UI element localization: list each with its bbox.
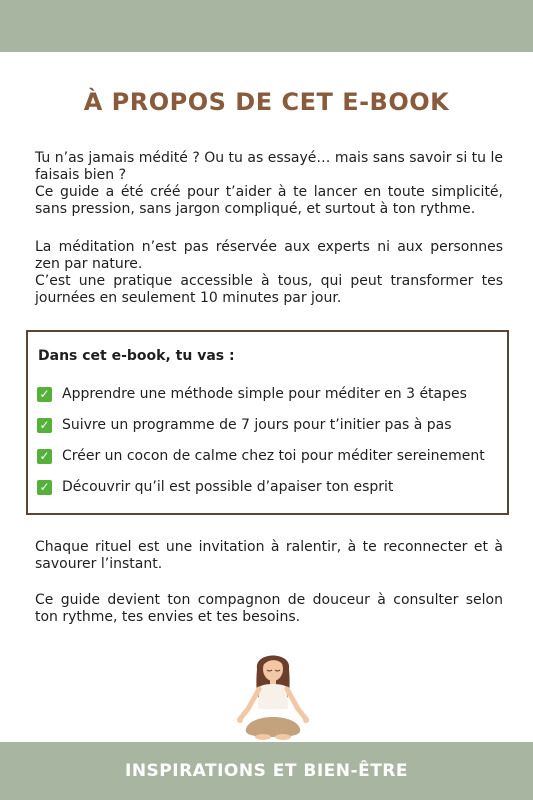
list-item [37, 386, 467, 402]
footer-text: INSPIRATIONS ET BIEN-ÊTRE [125, 761, 408, 781]
legs-shape [246, 717, 301, 737]
list-item-text: Découvrir qu’il est possible d’apaiser ton esprit [62, 479, 394, 495]
bottom-band [0, 742, 533, 800]
top-shape [258, 684, 288, 709]
intro-paragraph-3: La méditation n’est pas réservée aux experts ni aux personnes zen par nature. [35, 239, 503, 272]
outro-block-2 [35, 592, 503, 626]
outro-block-1 [35, 539, 503, 573]
outro-paragraph-2: Ce guide devient ton compagnon de douceur à consulter selon ton rythme, tes envies et tes besoins. [35, 592, 503, 625]
intro-paragraph-4: C’est une pratique accessible à tous, qui peut transformer tes journées en seulement 10 minutes par jour. [35, 273, 503, 306]
right-arm-shape [287, 689, 306, 719]
intro-paragraph-1: Tu n’as jamais médité ? Ou tu as essayé… mais sans savoir si tu le faisais bien ? [35, 150, 503, 183]
intro-paragraph-2: Ce guide a été créé pour t’aider à te lancer en toute simplicité, sans pression, sans jargon compliqué, et surtout à ton rythme. [35, 184, 503, 217]
left-arm-shape [240, 689, 259, 719]
list-item-text: Créer un cocon de calme chez toi pour méditer sereinement [62, 448, 485, 464]
foot-shape [255, 734, 271, 740]
intro-block-2 [35, 239, 503, 307]
check-mark-icon: ✓ [37, 418, 52, 433]
list-item [37, 417, 452, 433]
check-mark-icon: ✓ [37, 480, 52, 495]
outro-paragraph-1: Chaque rituel est une invitation à ralentir, à te reconnecter et à savourer l’instant. [35, 539, 503, 572]
list-item-text: Apprendre une méthode simple pour méditer en 3 étapes [62, 386, 467, 402]
list-item-text: Suivre un programme de 7 jours pour t’initier pas à pas [62, 417, 452, 433]
meditating-woman-illustration [230, 643, 316, 742]
ebook-content-box [26, 330, 509, 515]
page-title: À PROPOS DE CET E-BOOK [83, 88, 450, 116]
intro-block-1 [35, 150, 503, 218]
box-title: Dans cet e-book, tu vas : [38, 348, 235, 364]
foot-shape [275, 734, 291, 740]
list-item [37, 448, 485, 464]
check-mark-icon: ✓ [37, 449, 52, 464]
list-item [37, 479, 393, 495]
right-hand-shape [303, 717, 309, 723]
check-mark-icon: ✓ [37, 387, 52, 402]
top-band [0, 0, 533, 52]
left-hand-shape [237, 717, 243, 723]
